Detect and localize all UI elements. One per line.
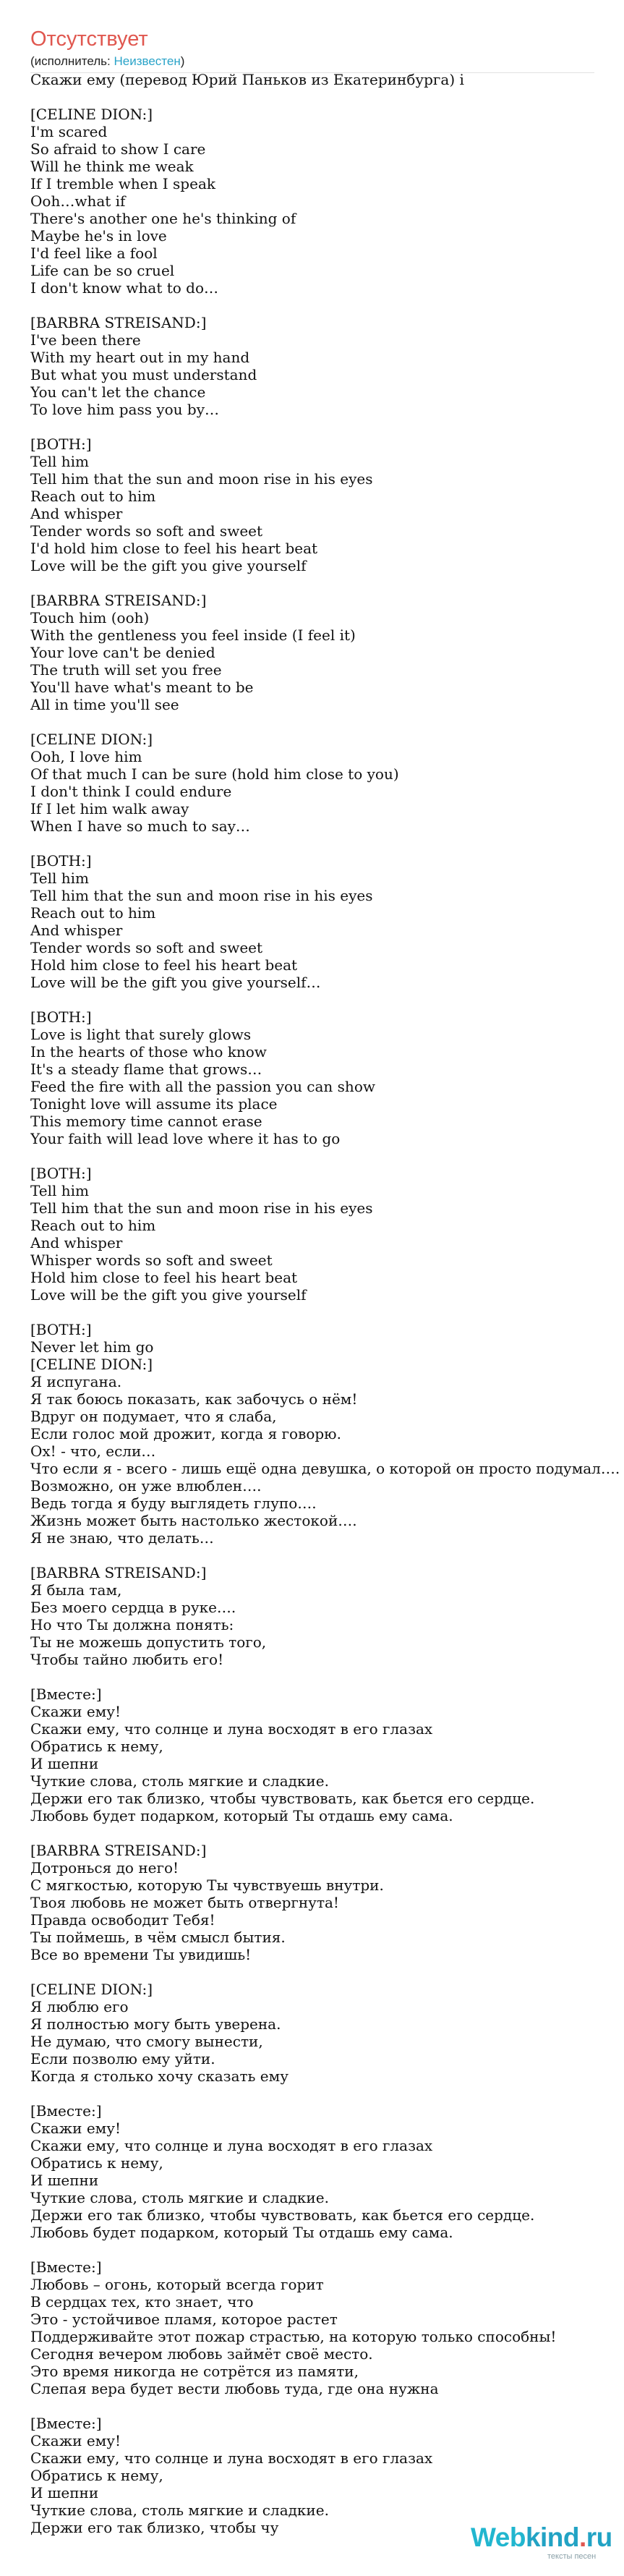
lyric-line: Скажи ему, что солнце и луна восходят в его глазах <box>30 1720 433 1738</box>
lyric-line: So afraid to show I care <box>30 140 206 158</box>
lyrics-stanza <box>30 1165 622 1304</box>
lyric-line: И шепни <box>30 2484 99 2501</box>
lyric-line: Reach out to him <box>30 1217 156 1234</box>
lyric-line: Это время никогда не сотрётся из памяти, <box>30 2363 359 2380</box>
lyric-line: Сегодня вечером любовь займёт своё место. <box>30 2345 373 2363</box>
lyric-line: Любовь – огонь, который всегда горит <box>30 2276 324 2293</box>
lyric-line: [Вместе:] <box>30 1686 102 1703</box>
lyric-line: Ты поймешь, в чём смысл бытия. <box>30 1929 286 1946</box>
logo-kind-text: kind <box>525 2522 579 2552</box>
lyric-line: [Вместе:] <box>30 2102 102 2120</box>
lyric-line: Любовь будет подарком, который Ты отдашь ему сама. <box>30 1807 453 1824</box>
lyric-line: Скажи ему, что солнце и луна восходят в его глазах <box>30 2137 433 2154</box>
lyric-line: Love will be the gift you give yourself <box>30 1286 307 1304</box>
webkind-logo[interactable] <box>463 2523 621 2571</box>
lyric-line: But what you must understand <box>30 366 257 383</box>
lyrics-stanza <box>30 1842 622 1963</box>
lyric-line: I don't think I could endure <box>30 783 232 800</box>
lyric-line: Держи его так близко, чтобы чувствовать, как бьется его сердце. <box>30 2206 535 2224</box>
lyric-line: Я полностью могу быть уверена. <box>30 2015 281 2033</box>
lyric-line: [BOTH:] <box>30 435 92 453</box>
lyric-line: [BARBRA STREISAND:] <box>30 1842 207 1859</box>
lyric-line: Life can be so cruel <box>30 262 175 279</box>
lyric-line: Что если я - всего - лишь ещё одна девушка, о которой он просто подумал…. <box>30 1460 620 1477</box>
logo-wordmark <box>463 2523 621 2552</box>
lyric-line: Скажи ему! <box>30 1703 121 1720</box>
lyric-line: [Вместе:] <box>30 2258 102 2276</box>
lyric-line: Я испугана. <box>30 1373 122 1390</box>
lyric-line: Обратись к нему, <box>30 2467 163 2484</box>
lyric-line: Поддерживайте этот пожар страстью, на которую только способны! <box>30 2328 557 2345</box>
lyric-line: Чуткие слова, столь мягкие и сладкие. <box>30 2189 329 2206</box>
lyric-line: Скажи ему, что солнце и луна восходят в его глазах <box>30 2449 433 2467</box>
lyric-line: Touch him (ooh) <box>30 609 150 626</box>
lyric-line: Но что Ты должна понять: <box>30 1616 234 1633</box>
lyric-line: [BOTH:] <box>30 1165 92 1182</box>
lyric-line: Tender words so soft and sweet <box>30 522 263 540</box>
lyric-line: Чуткие слова, столь мягкие и сладкие. <box>30 1772 329 1790</box>
lyric-line: Я так боюсь показать, как забочусь о нём! <box>30 1390 358 1408</box>
performer-suffix: ) <box>180 54 185 68</box>
song-title: Отсутствует <box>30 27 148 51</box>
lyrics-stanza <box>30 1686 622 1824</box>
lyric-line: There's another one he's thinking of <box>30 210 296 227</box>
lyrics-stanza <box>30 2102 622 2241</box>
lyric-line: [BOTH:] <box>30 852 92 870</box>
lyric-line: Your faith will lead love where it has to go <box>30 1130 341 1147</box>
lyric-line: Feed the fire with all the passion you can show <box>30 1078 375 1095</box>
lyrics-stanza <box>30 1008 622 1147</box>
performer-link[interactable]: Неизвестен <box>114 54 181 68</box>
lyric-line: [BOTH:] <box>30 1008 92 1026</box>
lyric-line: I'd hold him close to feel his heart beat <box>30 540 318 557</box>
lyric-line: With my heart out in my hand <box>30 349 250 366</box>
lyric-line: Слепая вера будет вести любовь туда, где она нужна <box>30 2380 439 2397</box>
lyric-line: [BARBRA STREISAND:] <box>30 1564 207 1581</box>
lyrics-stanza <box>30 1981 622 2085</box>
lyric-line: Обратись к нему, <box>30 2154 163 2172</box>
lyric-line: I've been there <box>30 331 141 349</box>
lyric-line: Tell him that the sun and moon rise in his eyes <box>30 470 373 488</box>
lyric-line: And whisper <box>30 1234 123 1251</box>
lyric-line: I'm scared <box>30 123 108 140</box>
lyrics-body <box>30 106 622 2554</box>
lyric-line: Когда я столько хочу сказать ему <box>30 2067 289 2085</box>
lyric-line: Без моего сердца в руке…. <box>30 1599 236 1616</box>
lyric-line: Я была там, <box>30 1581 122 1599</box>
lyric-line: Чуткие слова, столь мягкие и сладкие. <box>30 2501 329 2519</box>
logo-web-text: Web <box>471 2522 526 2552</box>
lyric-line: Дотронься до него! <box>30 1859 179 1876</box>
logo-tagline: тексты песен <box>547 2552 597 2561</box>
lyric-line: [BOTH:] <box>30 1321 92 1338</box>
lyric-line: [CELINE DION:] <box>30 731 153 748</box>
lyric-line: And whisper <box>30 922 123 939</box>
lyric-line: To love him pass you by… <box>30 401 220 418</box>
lyric-line: Ooh…what if <box>30 192 126 210</box>
lyric-line: Never let him go <box>30 1338 154 1356</box>
lyrics-stanza <box>30 435 622 574</box>
lyric-line: Любовь будет подарком, который Ты отдашь ему сама. <box>30 2224 453 2241</box>
lyrics-stanza <box>30 1321 622 1547</box>
lyrics-stanza <box>30 592 622 713</box>
lyric-line: This memory time cannot erase <box>30 1113 262 1130</box>
lyric-line: Держи его так близко, чтобы чу <box>30 2519 279 2536</box>
lyric-line: With the gentleness you feel inside (I feel it) <box>30 626 356 644</box>
lyric-line: Your love can't be denied <box>30 644 215 661</box>
lyric-line: Правда освободит Тебя! <box>30 1911 215 1929</box>
lyric-line: I don't know what to do… <box>30 279 218 297</box>
lyric-line: [CELINE DION:] <box>30 1981 153 1998</box>
lyric-line: Love will be the gift you give yourself… <box>30 974 321 991</box>
lyric-line: Не думаю, что смогу вынести, <box>30 2033 263 2050</box>
lyric-line: In the hearts of those who know <box>30 1043 267 1060</box>
lyric-line: If I tremble when I speak <box>30 175 215 192</box>
lyrics-stanza <box>30 106 622 297</box>
lyric-line: Держи его так близко, чтобы чувствовать, как бьется его сердце. <box>30 1790 535 1807</box>
lyric-line: Возможно, он уже влюблен…. <box>30 1477 262 1495</box>
lyric-line: Tell him <box>30 1182 90 1199</box>
lyric-line: Tender words so soft and sweet <box>30 939 263 956</box>
lyric-line: Если позволю ему уйти. <box>30 2050 215 2067</box>
lyrics-heading: Скажи ему (перевод Юрий Паньков из Екатеринбурга) i <box>30 71 464 88</box>
lyric-line: И шепни <box>30 2172 99 2189</box>
logo-dot-text: . <box>579 2522 586 2552</box>
lyric-line: [CELINE DION:] <box>30 1356 153 1373</box>
lyric-line: [BARBRA STREISAND:] <box>30 592 207 609</box>
lyric-line: Whisper words so soft and sweet <box>30 1251 273 1269</box>
lyric-line: Reach out to him <box>30 904 156 922</box>
lyric-line: Обратись к нему, <box>30 1738 163 1755</box>
lyric-line: Tonight love will assume its place <box>30 1095 278 1113</box>
performer-line <box>30 54 594 73</box>
lyric-line: Ох! - что, если… <box>30 1442 156 1460</box>
lyric-line: Tell him <box>30 870 90 887</box>
lyric-line: It's a steady flame that grows… <box>30 1060 262 1078</box>
lyric-line: Hold him close to feel his heart beat <box>30 1269 298 1286</box>
lyric-line: Reach out to him <box>30 488 156 505</box>
lyric-line: Это - устойчивое пламя, которое растет <box>30 2311 338 2328</box>
lyric-line: Maybe he's in love <box>30 227 167 245</box>
lyric-line: Скажи ему! <box>30 2120 121 2137</box>
lyric-line: I'd feel like a fool <box>30 245 158 262</box>
lyric-line: Ooh, I love him <box>30 748 142 765</box>
lyric-line: В сердцах тех, кто знает, что <box>30 2293 254 2311</box>
performer-prefix: (исполнитель: <box>30 54 114 68</box>
lyric-line: Жизнь может быть настолько жестокой…. <box>30 1512 357 1529</box>
lyric-line: Love will be the gift you give yourself <box>30 557 307 574</box>
lyric-line: All in time you'll see <box>30 696 179 713</box>
lyric-line: The truth will set you free <box>30 661 222 679</box>
lyrics-stanza <box>30 852 622 991</box>
lyric-line: Все во времени Ты увидишь! <box>30 1946 252 1963</box>
lyrics-stanza <box>30 2415 622 2536</box>
lyric-line: Tell him <box>30 453 90 470</box>
lyric-line: [Вместе:] <box>30 2415 102 2432</box>
lyric-line: Tell him that the sun and moon rise in his eyes <box>30 1199 373 1217</box>
song-header <box>30 26 594 73</box>
lyric-line: Hold him close to feel his heart beat <box>30 956 298 974</box>
lyric-line: Скажи ему! <box>30 2432 121 2449</box>
lyric-line: Чтобы тайно любить его! <box>30 1651 224 1668</box>
lyric-line: И шепни <box>30 1755 99 1772</box>
lyrics-stanza <box>30 1564 622 1668</box>
lyric-line: Ты не можешь допустить того, <box>30 1633 267 1651</box>
lyric-line: Ведь тогда я буду выглядеть глупо…. <box>30 1495 317 1512</box>
lyrics-stanza <box>30 731 622 835</box>
lyric-line: [BARBRA STREISAND:] <box>30 314 207 331</box>
lyric-line: Will he think me weak <box>30 158 194 175</box>
lyric-line: Love is light that surely glows <box>30 1026 252 1043</box>
lyric-line: Tell him that the sun and moon rise in his eyes <box>30 887 373 904</box>
lyric-line: Вдруг он подумает, что я слаба, <box>30 1408 277 1425</box>
lyric-line: [CELINE DION:] <box>30 106 153 123</box>
lyric-line: Твоя любовь не может быть отвергнута! <box>30 1894 339 1911</box>
lyrics-stanza <box>30 2258 622 2397</box>
lyric-line: You can't let the chance <box>30 383 206 401</box>
lyrics-stanza <box>30 314 622 418</box>
lyric-line: Я не знаю, что делать… <box>30 1529 214 1547</box>
lyric-line: С мягкостью, которую Ты чувствуешь внутри. <box>30 1876 384 1894</box>
lyric-line: Я люблю его <box>30 1998 129 2015</box>
lyric-line: You'll have what's meant to be <box>30 679 254 696</box>
lyric-line: And whisper <box>30 505 123 522</box>
lyric-line: Of that much I can be sure (hold him close to you) <box>30 765 399 783</box>
lyric-line: When I have so much to say… <box>30 817 250 835</box>
lyric-line: If I let him walk away <box>30 800 189 817</box>
lyric-line: Если голос мой дрожит, когда я говорю. <box>30 1425 341 1442</box>
logo-ru-text: ru <box>586 2522 612 2552</box>
